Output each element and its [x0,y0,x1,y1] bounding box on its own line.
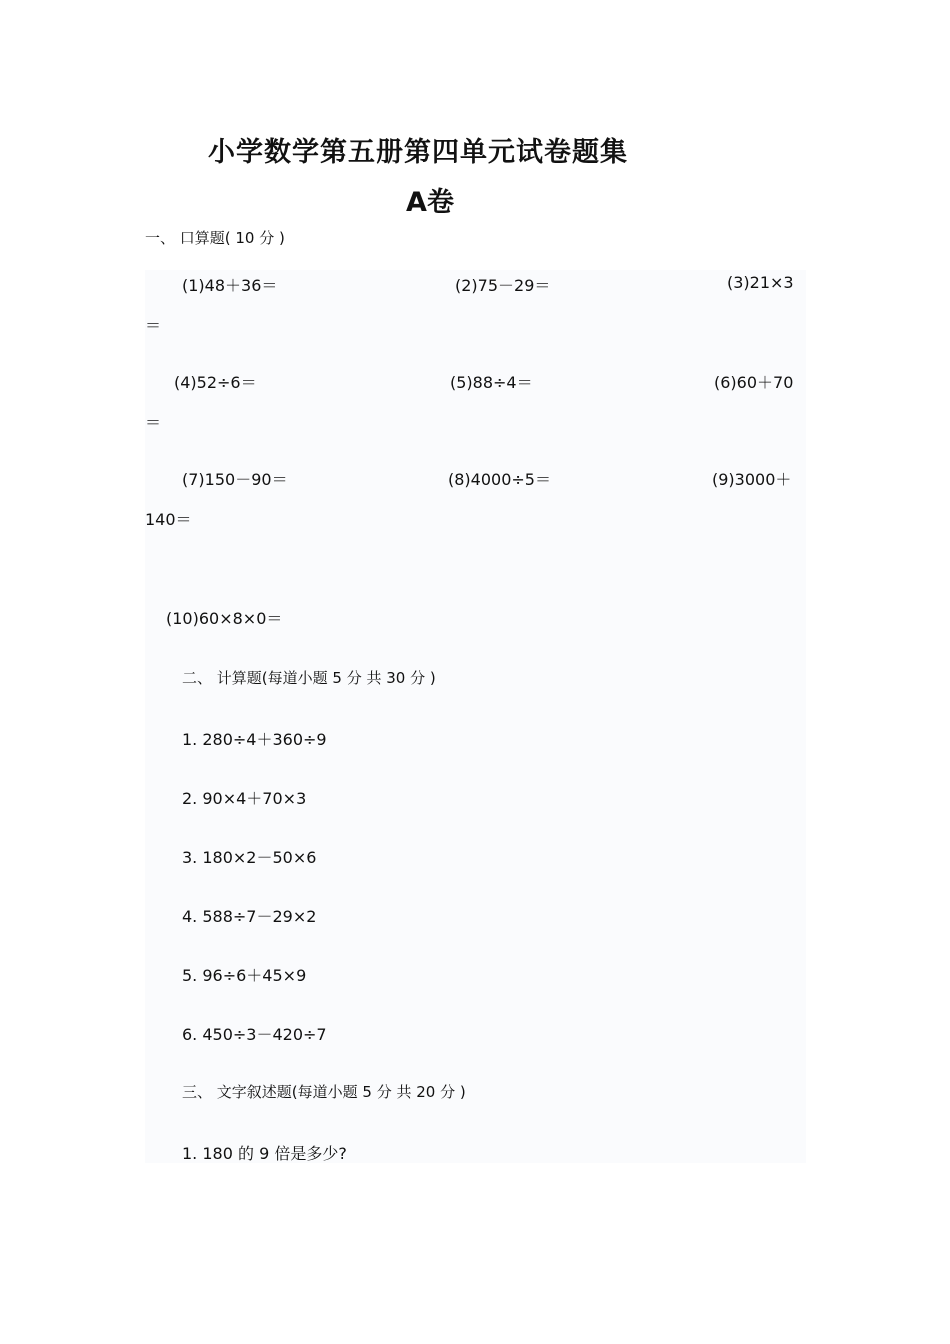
calc-item-2: 2. 90×4＋70×3 [182,789,307,808]
mental-item-7: (7)150－90＝ [182,470,288,489]
calc-item-6: 6. 450÷3－420÷7 [182,1025,327,1044]
calc-item-5: 5. 96÷6＋45×9 [182,966,307,985]
mental-item-5: (5)88÷4＝ [450,373,533,392]
calc-item-4: 4. 588÷7－29×2 [182,907,317,926]
page-title: 小学数学第五册第四单元试卷题集 [208,137,628,168]
mental-item-6: (6)60＋70 [714,373,794,392]
question-area [145,270,806,1163]
mental-item-1: (1)48＋36＝ [182,276,278,295]
mental-item-10: (10)60×8×0＝ [166,609,283,628]
mental-item-3-cont: ＝ [145,316,162,335]
section-1-heading: 一、 口算题( 10 分 ) [145,229,285,247]
section-2-heading: 二、 计算题(每道小题 5 分 共 30 分 ) [182,669,436,687]
mental-item-4: (4)52÷6＝ [174,373,257,392]
mental-item-8: (8)4000÷5＝ [448,470,551,489]
calc-item-3: 3. 180×2－50×6 [182,848,317,867]
mental-item-2: (2)75－29＝ [455,276,551,295]
word-item-1: 1. 180 的 9 倍是多少? [182,1144,347,1163]
calc-item-1: 1. 280÷4＋360÷9 [182,730,327,749]
mental-item-9: (9)3000＋ [712,470,792,489]
section-3-heading: 三、 文字叙述题(每道小题 5 分 共 20 分 ) [182,1083,466,1101]
mental-item-6-cont: ＝ [145,413,162,432]
paper-version-title: A卷 [406,187,454,218]
mental-item-3: (3)21×3 [727,273,794,292]
mental-item-9-cont: 140＝ [145,510,192,529]
